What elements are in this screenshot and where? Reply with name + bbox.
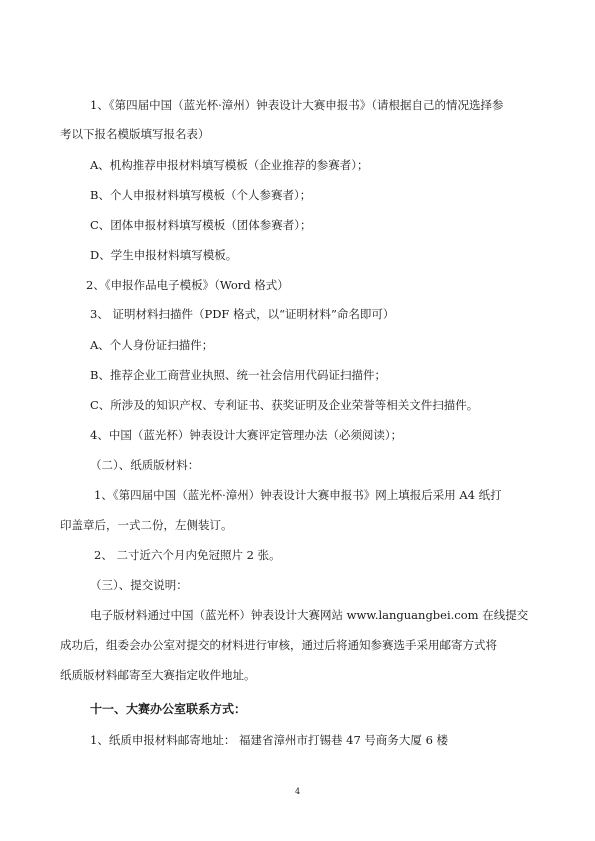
- item-a-id-card: A、个人身份证扫描件；: [90, 338, 214, 352]
- paragraph-proof-scans: 3、 证明材料扫描件（PDF 格式，以“证明材料”命名即可）: [90, 307, 395, 321]
- paragraph-mailing-address: 1、纸质申报材料邮寄地址： 福建省漳州市打锡巷 47 号商务大厦 6 楼: [90, 733, 449, 747]
- paragraph-paper-form-cont: 印盖章后，一式二份，左侧装订。: [60, 518, 233, 532]
- section-submission-notes: （三）、提交说明：: [90, 578, 188, 592]
- item-c-team: C、团体申报材料填写模板（团体参赛者）；: [90, 218, 312, 232]
- paragraph-submission-line3: 纸质版材料邮寄至大赛指定收件地址。: [60, 668, 256, 682]
- item-b-business-license: B、推荐企业工商营业执照、统一社会信用代码证扫描件；: [90, 368, 386, 382]
- section-heading-contact: 十一、大赛办公室联系方式：: [90, 702, 247, 716]
- paragraph-evaluation-rules: 4、中国（蓝光杯）钟表设计大赛评定管理办法（必须阅读）；: [90, 428, 403, 442]
- paragraph-photos: 2、 二寸近六个月内免冠照片 2 张。: [94, 548, 281, 562]
- section-paper-materials: （二）、纸质版材料：: [90, 458, 200, 472]
- paragraph-application-form-cont: 考以下报名模版填写报名表）: [60, 127, 210, 141]
- paragraph-application-form: 1、《第四届中国（蓝光杯·漳州）钟表设计大赛申报书》（请根据自己的情况选择参: [90, 98, 504, 112]
- paragraph-submission-line1: 电子版材料通过中国（蓝光杯）钟表设计大赛网站 www.languangbei.com 在线提交: [90, 608, 529, 622]
- paragraph-paper-form: 1、《第四届中国（蓝光杯·漳州）钟表设计大赛申报书》网上填报后采用 A4 纸打: [94, 488, 502, 502]
- item-a-institution: A、机构推荐申报材料填写模板（企业推荐的参赛者）；: [90, 158, 369, 172]
- item-b-individual: B、个人申报材料填写模板（个人参赛者）；: [90, 188, 312, 202]
- page-number: 4: [294, 787, 301, 796]
- paragraph-electronic-template: 2、《申报作品电子模板》（Word 格式）: [86, 278, 289, 292]
- item-d-student: D、学生申报材料填写模板。: [90, 248, 238, 262]
- item-c-ip-documents: C、所涉及的知识产权、专利证书、获奖证明及企业荣誉等相关文件扫描件。: [90, 398, 479, 412]
- paragraph-submission-line2: 成功后，组委会办公室对提交的材料进行审核，通过后将通知参赛选手采用邮寄方式将: [60, 638, 497, 652]
